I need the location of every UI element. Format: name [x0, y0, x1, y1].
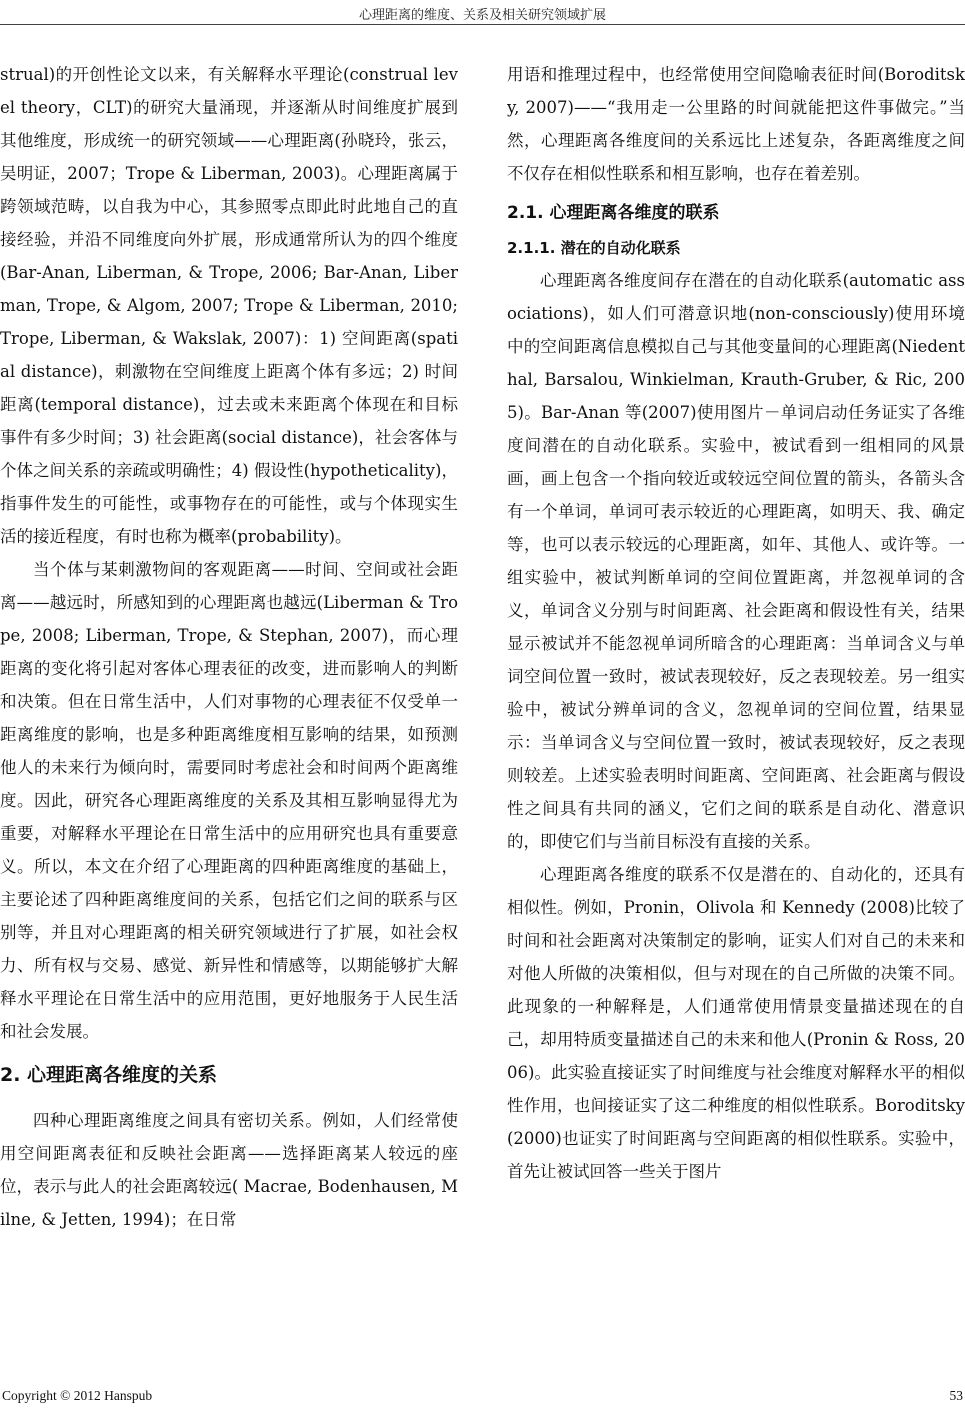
section-heading: 2. 心理距离各维度的关系: [0, 1064, 218, 1086]
page-footer: [0, 1380, 965, 1414]
copyright-text: Copyright © 2012 Hanspub: [2, 1388, 153, 1403]
paragraph: 心理距离各维度间存在潜在的自动化联系(automatic associations)，如人们可潜意识地(non-consciously)使用环境中的空间距离信息模拟自己与其他变量间的心理距离(Niedenthal, Barsalou, Winkielman, Krauth-Gruber, & Ric, 2005)。Bar-Anan 等(2007)使用图片－单词启动任务证实了各维度间潜在的自动化联系。实验中，被试看到一组相同的风景画，画上包含一个指向较近或较远空间位置的箭头，各箭头含有一个单词，单词可表示较近的心理距离，如明天、我、确定等，也可以表示较远的心理距离，如年、其他人、或许等。一组实验中，被试判断单词的空间位置距离，并忽视单词的含义，单词含义分别与时间距离、社会距离和假设性有关，结果显示被试并不能忽视单词所暗含的心理距离：当单词含义与单词空间位置一致时，被试表现较好，反之表现较差。另一组实验中，被试分辨单词的含义，忽视单词的空间位置，结果显示：当单词含义与空间位置一致时，被试表现较好，反之表现则较差。上述实验表明时间距离、空间距离、社会距离与假设性之间具有共同的涵义，它们之间的联系是自动化、潜意识的，即使它们与当前目标没有直接的关系。: [507, 271, 965, 851]
subsubsection-heading: 2.1.1. 潜在的自动化联系: [507, 239, 681, 257]
left-column: [0, 58, 458, 1353]
header-rule: [0, 24, 965, 25]
right-column: [507, 58, 965, 1353]
paragraph: strual)的开创性论文以来，有关解释水平理论(construal level theory，CLT)的研究大量涌现，并逐渐从时间维度扩展到其他维度，形成统一的研究领域——心理距离(孙晓玲，张云，吴明证，2007；Trope & Liberman, 2003)。心理距离属于跨领域范畴，以自我为中心，其参照零点即此时此地自己的直接经验，并沿不同维度向外扩展，形成通常所认为的四个维度(Bar-Anan, Liberman, & Trope, 2006; Bar-Anan, Liberman, Trope, & Algom, 2007; Trope & Liberman, 2010; Trope, Liberman, & Wakslak, 2007)：1) 空间距离(spatial distance)，刺激物在空间维度上距离个体有多远；2) 时间距离(temporal distance)，过去或未来距离个体现在和目标事件有多少时间；3) 社会距离(social distance)，社会客体与个体之间关系的亲疏或明确性；4) 假设性(hypotheticality)，指事件发生的可能性，或事物存在的可能性，或与个体现实生活的接近程度，有时也称为概率(probability)。: [0, 65, 458, 546]
page-number: 53: [949, 1388, 963, 1403]
paragraph: 用语和推理过程中，也经常使用空间隐喻表征时间(Boroditsky, 2007)——“我用走一公里路的时间就能把这件事做完。”当然，心理距离各维度间的关系远比上述复杂，各距离维度之间不仅存在相似性联系和相互影响，也存在着差别。: [507, 65, 965, 183]
running-header: 心理距离的维度、关系及相关研究领域扩展: [358, 8, 606, 23]
subsection-heading: 2.1. 心理距离各维度的联系: [507, 203, 720, 223]
paragraph: 心理距离各维度的联系不仅是潜在的、自动化的，还具有相似性。例如，Pronin，Olivola 和 Kennedy (2008)比较了时间和社会距离对决策制定的影响，证实人们对自己的未来和对他人所做的决策相似，但与对现在的自己所做的决策不同。此现象的一种解释是，人们通常使用情景变量描述现在的自己，却用特质变量描述自己的未来和他人(Pronin & Ross, 2006)。此实验直接证实了时间维度与社会维度对解释水平的相似性作用，也间接证实了这二种维度的相似性联系。Boroditsky(2000)也证实了时间距离与空间距离的相似性联系。实验中，首先让被试回答一些关于图片: [507, 865, 965, 1181]
paragraph: 当个体与某刺激物间的客观距离——时间、空间或社会距离——越远时，所感知到的心理距离也越远(Liberman & Trope, 2008; Liberman, Trope, & Stephan, 2007)，而心理距离的变化将引起对客体心理表征的改变，进而影响人的判断和决策。但在日常生活中，人们对事物的心理表征不仅受单一距离维度的影响，也是多种距离维度相互影响的结果，如预测他人的未来行为倾向时，需要同时考虑社会和时间两个距离维度。因此，研究各心理距离维度的关系及其相互影响显得尤为重要，对解释水平理论在日常生活中的应用研究也具有重要意义。所以，本文在介绍了心理距离的四种距离维度的基础上，主要论述了四种距离维度间的关系，包括它们之间的联系与区别等，并且对心理距离的相关研究领域进行了扩展，如社会权力、所有权与交易、感觉、新异性和情感等，以期能够扩大解释水平理论在日常生活中的应用范围，更好地服务于人民生活和社会发展。: [0, 560, 458, 1041]
paragraph: 四种心理距离维度之间具有密切关系。例如，人们经常使用空间距离表征和反映社会距离——选择距离某人较远的座位，表示与此人的社会距离较远( Macrae, Bodenhausen, Milne, & Jetten, 1994)；在日常: [0, 1111, 458, 1229]
